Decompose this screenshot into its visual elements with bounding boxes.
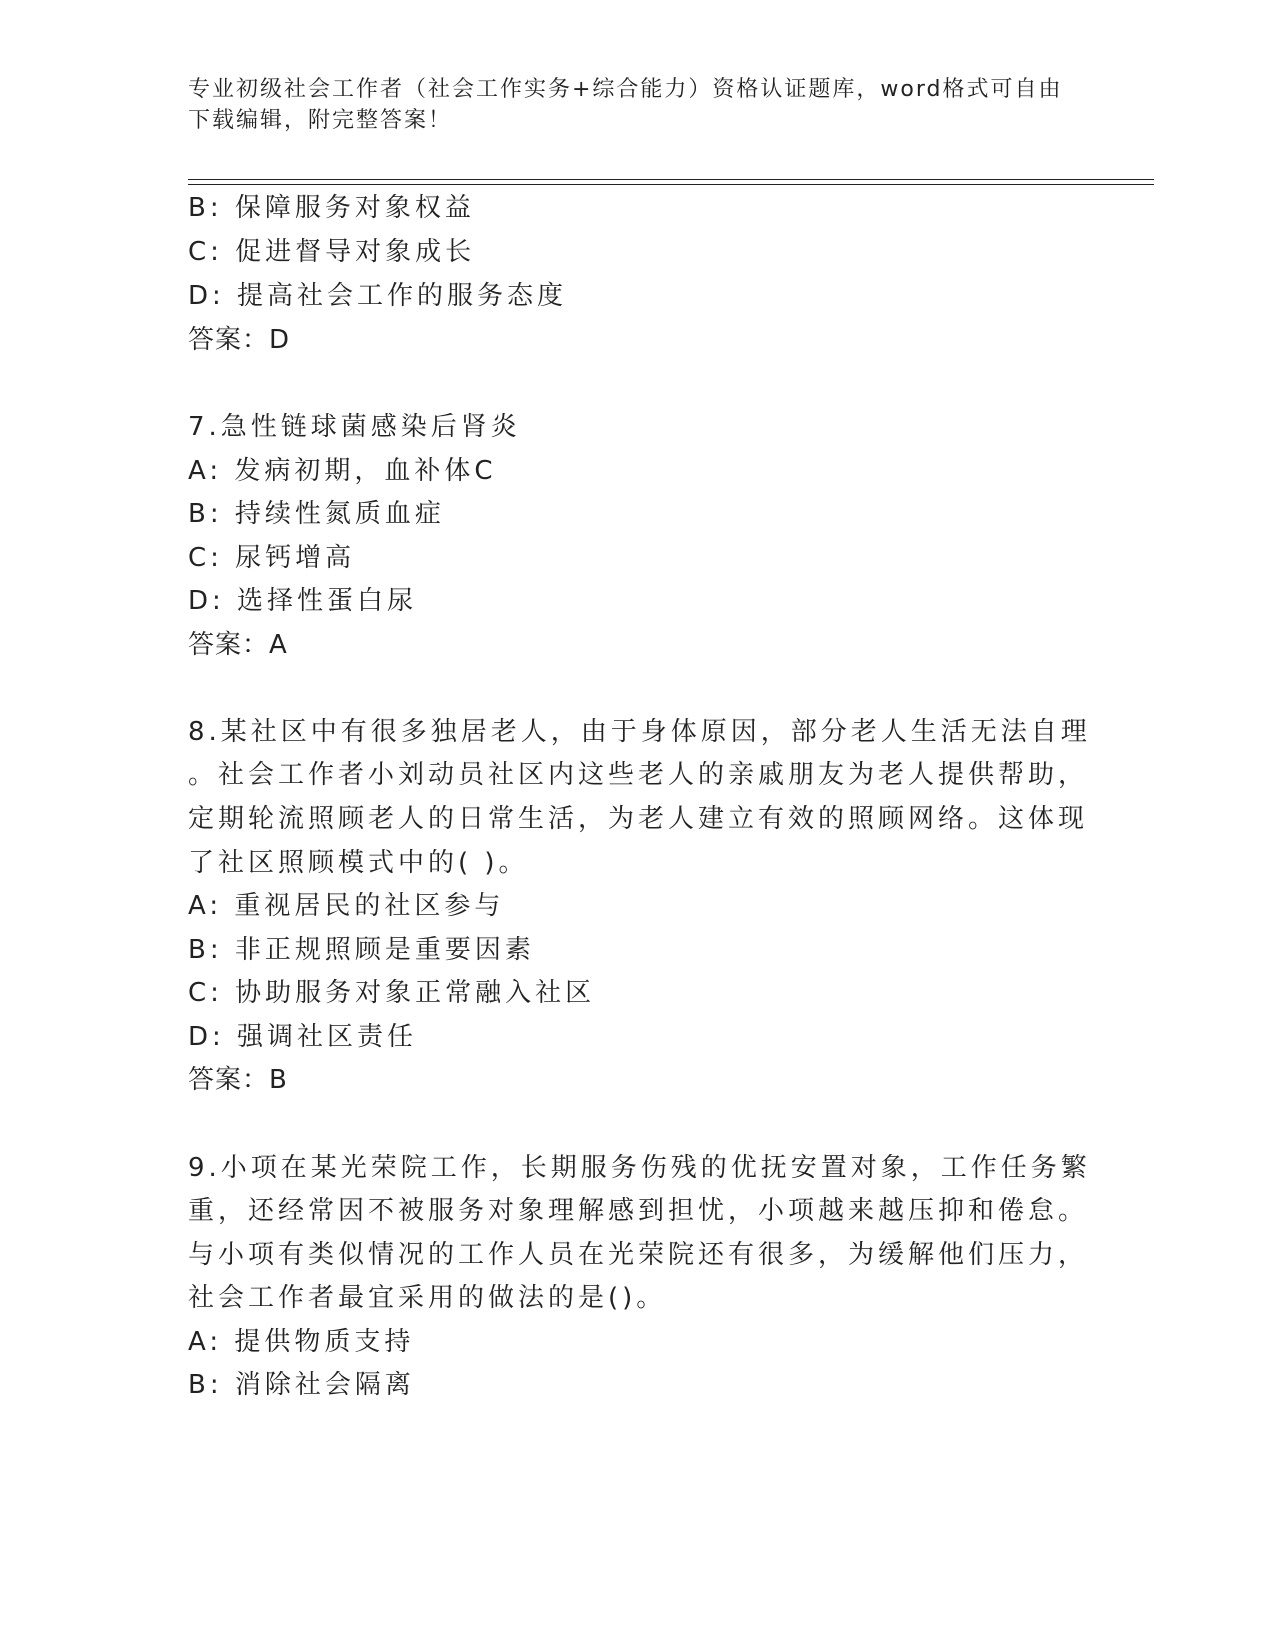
q7-option-a: A: 发病初期，血补体C [188, 456, 497, 486]
q6-option-d: D: 提高社会工作的服务态度 [188, 281, 568, 311]
q9-option-b: B: 消除社会隔离 [188, 1370, 415, 1400]
q7-option-d: D: 选择性蛋白尿 [188, 586, 418, 616]
header-line-2: 下载编辑，附完整答案！ [188, 108, 453, 133]
q8-option-c: C: 协助服务对象正常融入社区 [188, 978, 596, 1008]
header-divider-bottom [188, 184, 1154, 185]
q7-answer: 答案：A [188, 630, 288, 660]
q8-stem-line-1: 8.某社区中有很多独居老人，由于身体原因，部分老人生活无法自理 [188, 717, 1091, 747]
q8-option-b: B: 非正规照顾是重要因素 [188, 935, 535, 965]
header-divider-top [188, 179, 1154, 180]
q8-stem-line-2: 。社会工作者小刘动员社区内这些老人的亲戚朋友为老人提供帮助， [188, 760, 1089, 790]
q7-option-c: C: 尿钙增高 [188, 543, 356, 573]
q8-stem-line-3: 定期轮流照顾老人的日常生活，为老人建立有效的照顾网络。这体现 [188, 804, 1089, 834]
q9-stem-line-1: 9.小项在某光荣院工作，长期服务伤残的优抚安置对象，工作任务繁 [188, 1153, 1091, 1183]
q8-option-d: D: 强调社区责任 [188, 1022, 418, 1052]
q9-option-a: A: 提供物质支持 [188, 1327, 415, 1357]
q8-stem-line-4: 了社区照顾模式中的( )。 [188, 848, 529, 878]
q9-stem-line-2: 重，还经常因不被服务对象理解感到担忧，小项越来越压抑和倦怠。 [188, 1196, 1089, 1226]
header-line-1: 专业初级社会工作者（社会工作实务+综合能力）资格认证题库，word格式可自由 [188, 77, 1063, 102]
document-header [188, 74, 1088, 136]
q6-option-c: C: 促进督导对象成长 [188, 237, 476, 267]
q7-option-b: B: 持续性氮质血症 [188, 499, 445, 529]
q6-answer: 答案：D [188, 325, 291, 355]
q9-stem-line-3: 与小项有类似情况的工作人员在光荣院还有很多，为缓解他们压力， [188, 1240, 1089, 1270]
q8-option-a: A: 重视居民的社区参与 [188, 891, 505, 921]
q6-option-b: B: 保障服务对象权益 [188, 193, 475, 223]
q9-stem-line-4: 社会工作者最宜采用的做法的是()。 [188, 1283, 667, 1313]
q7-stem: 7.急性链球菌感染后肾炎 [188, 412, 521, 442]
q8-answer: 答案：B [188, 1065, 288, 1095]
